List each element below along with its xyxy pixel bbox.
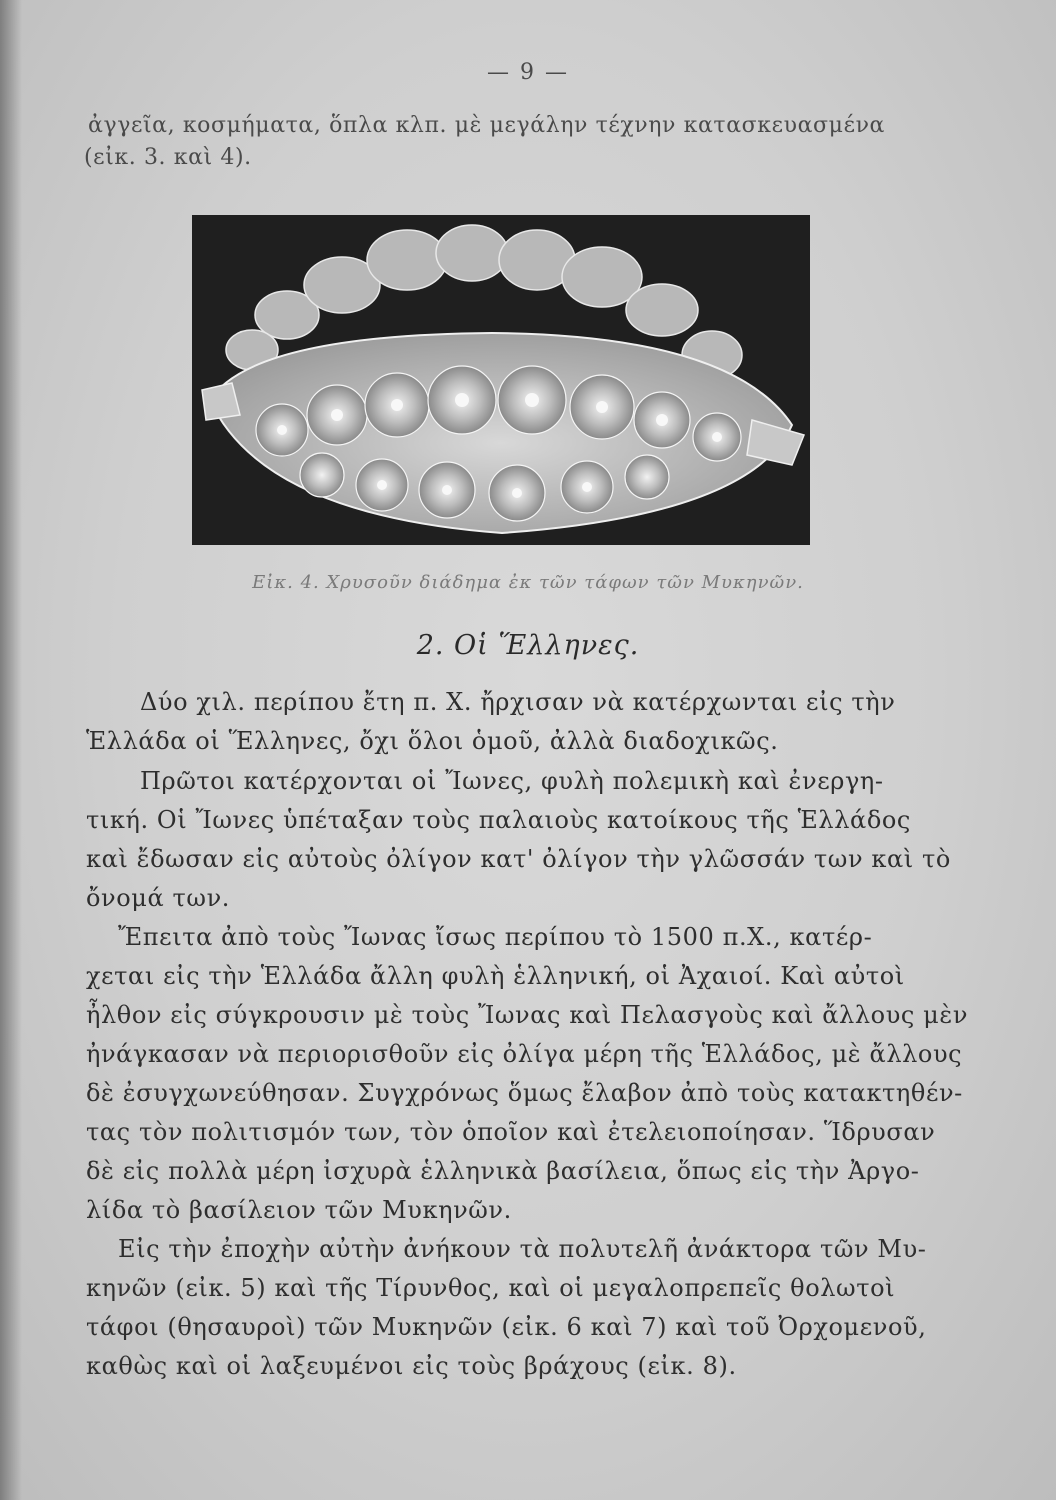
body-line: τας τὸν πολιτισμόν των, τὸν ὁποῖον καὶ ἐτελειοποίησαν. Ἵδρυσαν <box>86 1118 936 1146</box>
body-line: κηνῶν (εἰκ. 5) καὶ τῆς Τίρυνθος, καὶ οἱ μεγαλοπρεπεῖς θολωτοὶ <box>86 1274 896 1302</box>
body-line: τική. Οἱ Ἴωνες ὑπέταξαν τοὺς παλαιοὺς κατοίκους τῆς Ἑλλάδος <box>86 806 911 834</box>
body-line: Ἔπειτα ἀπὸ τοὺς Ἴωνας ἴσως περίπου τὸ 1500 π.Χ., κατέρ- <box>118 923 873 951</box>
figure-caption: Εἰκ. 4. Χρυσοῦν διάδημα ἐκ τῶν τάφων τῶν Μυκηνῶν. <box>252 572 804 593</box>
intro-line: (εἰκ. 3. καὶ 4). <box>84 145 252 170</box>
body-line: δὲ ἐσυγχωνεύθησαν. Συγχρόνως ὅμως ἔλαβον ἀπὸ τοὺς κατακτηθέν- <box>86 1079 963 1107</box>
body-line: Πρῶτοι κατέρχονται οἱ Ἴωνες, φυλὴ πολεμικὴ καὶ ἐνεργη- <box>140 767 884 795</box>
body-line: Δύο χιλ. περίπου ἔτη π. Χ. ἤρχισαν νὰ κατέρχωνται εἰς τὴν <box>140 688 896 716</box>
body-line: χεται εἰς τὴν Ἑλλάδα ἄλλη φυλὴ ἑλληνική, οἱ Ἀχαιοί. Καὶ αὐτοὶ <box>86 962 905 990</box>
body-line: Εἰς τὴν ἐποχὴν αὐτὴν ἀνήκουν τὰ πολυτελῆ ἀνάκτορα τῶν Μυ- <box>118 1235 927 1263</box>
section-title: 2. Οἱ Ἕλληνες. <box>416 630 640 661</box>
body-line: Ἑλλάδα οἱ Ἕλληνες, ὄχι ὅλοι ὁμοῦ, ἀλλὰ διαδοχικῶς. <box>86 727 779 755</box>
body-line: καὶ ἔδωσαν εἰς αὐτοὺς ὀλίγον κατ' ὀλίγον τὴν γλῶσσάν των καὶ τὸ <box>86 845 951 873</box>
gold-diadem-photo <box>192 215 810 545</box>
intro-line: ἀγγεῖα, κοσμήματα, ὅπλα κλπ. μὲ μεγάλην τέχνην κατασκευασμένα <box>88 113 885 138</box>
spine-shadow <box>0 0 22 1500</box>
diadem-illustration <box>192 215 810 545</box>
body-line: καθὼς καὶ οἱ λαξευμένοι εἰς τοὺς βράχους (εἰκ. 8). <box>86 1352 737 1380</box>
body-line: ἠνάγκασαν νὰ περιορισθοῦν εἰς ὀλίγα μέρη τῆς Ἑλλάδος, μὲ ἄλλους <box>86 1040 963 1068</box>
page-number: — 9 — <box>487 60 569 85</box>
body-line: τάφοι (θησαυροὶ) τῶν Μυκηνῶν (εἰκ. 6 καὶ 7) καὶ τοῦ Ὀρχομενοῦ, <box>86 1313 927 1341</box>
body-line: ἦλθον εἰς σύγκρουσιν μὲ τοὺς Ἴωνας καὶ Πελασγοὺς καὶ ἄλλους μὲν <box>86 1001 969 1029</box>
body-line: δὲ εἰς πολλὰ μέρη ἰσχυρὰ ἑλληνικὰ βασίλεια, ὅπως εἰς τὴν Ἀργο- <box>86 1157 920 1185</box>
body-line: λίδα τὸ βασίλειον τῶν Μυκηνῶν. <box>86 1196 512 1224</box>
body-line: ὄνομά των. <box>86 884 230 912</box>
